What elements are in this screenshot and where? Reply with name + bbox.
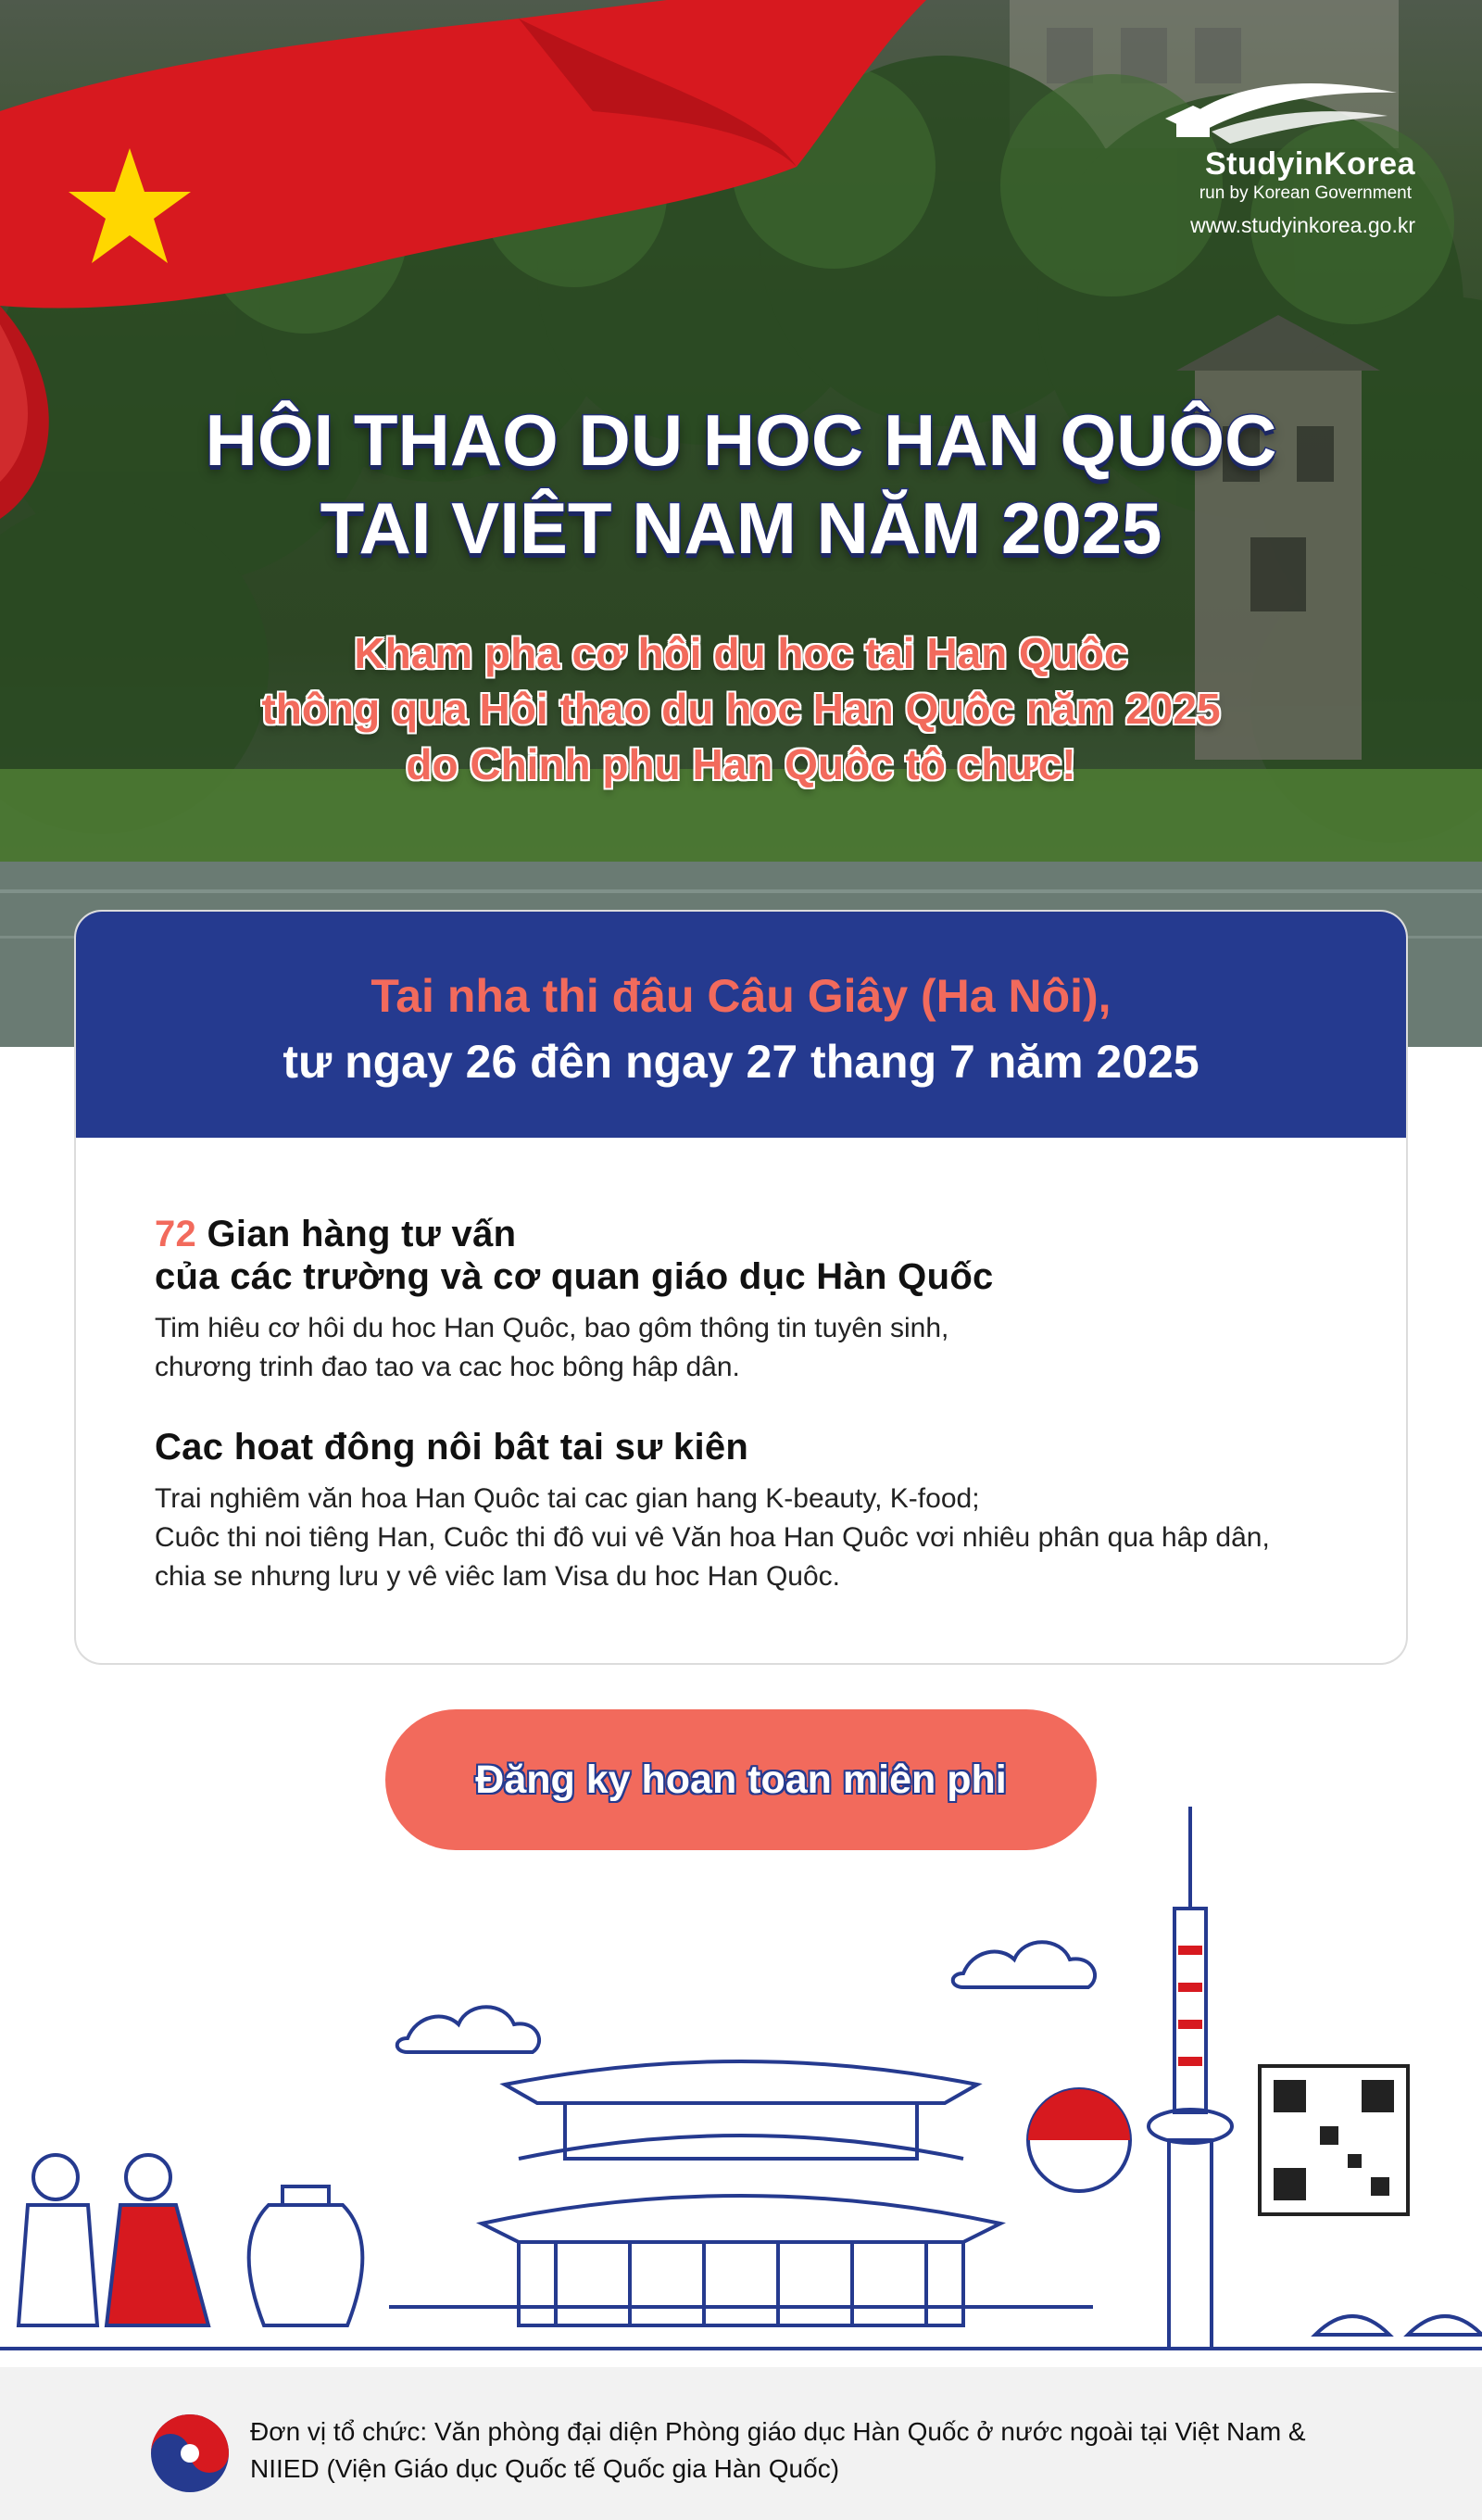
- event-header: [76, 912, 1406, 1138]
- subtitle-line2: thông qua Hôi thao du hoc Han Quôc năm 2025: [261, 685, 1221, 733]
- page-title-line1: HÔI THAO DU HOC HAN QUÔC: [205, 399, 1277, 481]
- activities-title: Cac hoat đông nôi bât tai sư kiên: [155, 1427, 749, 1468]
- brand-name: StudyinKorea: [1204, 146, 1415, 182]
- page-title-line2: TAI VIÊT NAM NĂM 2025: [320, 487, 1162, 569]
- brand-tagline: run by Korean Government: [1199, 183, 1412, 203]
- hanbok-woman-icon: [107, 2205, 208, 2325]
- booth-desc-line2: chương trinh đao tao va cac hoc bông hâp dân.: [155, 1352, 740, 1382]
- register-free-button[interactable]: Đăng ky hoan toan miên phi: [385, 1709, 1097, 1850]
- event-dates: tư ngay 26 đên ngay 27 thang 7 năm 2025: [283, 1036, 1199, 1088]
- booth-desc-line1: Tim hiêu cơ hôi du hoc Han Quôc, bao gôm thông tin tuyên sinh,: [155, 1313, 949, 1343]
- booth-count: 72: [155, 1214, 197, 1254]
- booth-section: [155, 1213, 994, 1387]
- activities-section: [155, 1426, 1270, 1596]
- hanbok-man-icon: [19, 2205, 97, 2325]
- organizer-info: [250, 2413, 1306, 2488]
- cloud-icon: [953, 1942, 1095, 1987]
- vase-icon: [249, 2205, 363, 2325]
- booth-title-line2: của các trường và cơ quan giáo dục Hàn Quốc: [155, 1256, 994, 1297]
- organizer-line2: NIIED (Viện Giáo dục Quốc tế Quốc gia Hàn Quốc): [250, 2454, 840, 2483]
- activities-line1: Trai nghiêm văn hoa Han Quôc tai cac gian hang K-beauty, K-food;: [155, 1483, 980, 1514]
- booth-title-text: Gian hàng tư vấn: [196, 1214, 517, 1254]
- event-info-card: [74, 910, 1408, 1665]
- event-location: Tai nha thi đâu Câu Giây (Ha Nôi),: [370, 970, 1112, 1022]
- taegeuk-emblem-icon: [148, 2412, 232, 2495]
- subtitle-line3: do Chinh phu Han Quôc tô chưc!: [406, 740, 1076, 788]
- footer: [0, 2367, 1482, 2520]
- korea-landmarks-illustration: [0, 1807, 1482, 2372]
- activities-line2: Cuôc thi noi tiêng Han, Cuôc thi đô vui vê Văn hoa Han Quôc vơi nhiêu phân qua hâp dân,: [155, 1522, 1270, 1553]
- activities-line3: chia se nhưng lưu y vê viêc lam Visa du hoc Han Quôc.: [155, 1561, 840, 1592]
- hero-banner: [0, 0, 1482, 1047]
- booth-title: [155, 1213, 994, 1255]
- cloud-icon: [397, 2007, 539, 2052]
- studyinkorea-logo[interactable]: [1137, 65, 1415, 250]
- graduation-cap-icon: [1137, 65, 1415, 148]
- subtitle-line1: Kham pha cơ hôi du hoc tai Han Quôc: [354, 629, 1128, 677]
- organizer-line1: Đơn vị tổ chức: Văn phòng đại diện Phòng giáo dục Hàn Quốc ở nước ngoài tại Việt Nam &: [250, 2417, 1306, 2446]
- brand-url[interactable]: www.studyinkorea.go.kr: [1190, 213, 1415, 237]
